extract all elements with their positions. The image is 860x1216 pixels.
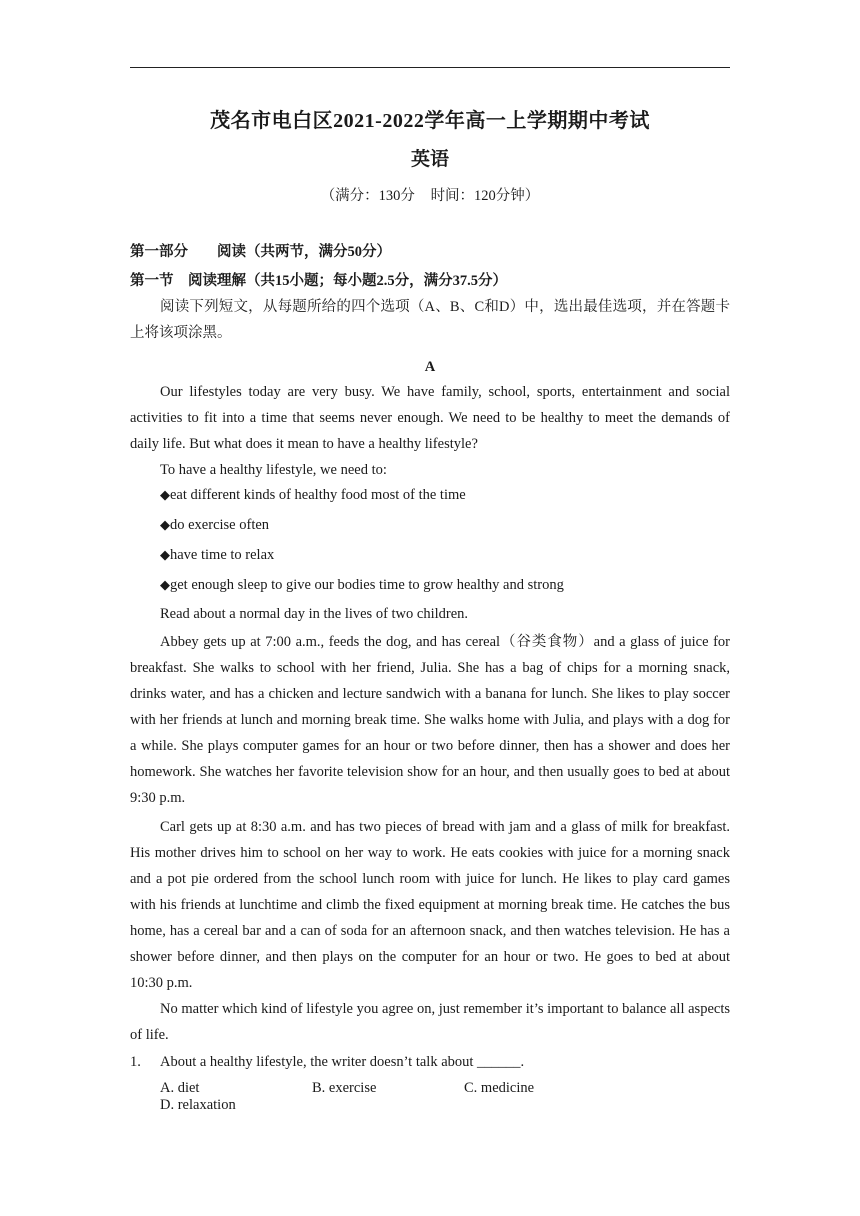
bullet-item: ◆do exercise often bbox=[160, 517, 270, 533]
part1-heading: 第一部分 阅读（共两节，满分50分） bbox=[130, 244, 391, 260]
option-a: A. diet bbox=[160, 1080, 200, 1096]
diamond-bullet-icon: ◆ bbox=[160, 487, 170, 502]
option-c: C. medicine bbox=[464, 1080, 535, 1096]
option-b: B. exercise bbox=[312, 1080, 377, 1096]
diamond-bullet-icon: ◆ bbox=[160, 547, 170, 562]
time-limit: 时间：120分钟） bbox=[430, 188, 540, 204]
section1-heading: 第一节 阅读理解（共15小题；每小题2.5分，满分37.5分） bbox=[130, 273, 507, 289]
question-stem: About a healthy lifestyle, the writer doesn’t talk about ______. bbox=[160, 1054, 525, 1070]
exam-subject: 英语 bbox=[410, 149, 449, 170]
question-1-options bbox=[160, 1080, 730, 1114]
exam-meta bbox=[130, 184, 730, 205]
diamond-bullet-icon: ◆ bbox=[160, 577, 170, 592]
paragraph-1: Our lifestyles today are very busy. We have family, school, sports, entertainment and social activities to fit into a time that seems never enough. We need to be healthy to meet the demands of daily life. But what does it mean to have a healthy lifestyle? bbox=[130, 384, 730, 452]
bullet-item: ◆have time to relax bbox=[160, 547, 275, 563]
paragraph-2: To have a healthy lifestyle, we need to: bbox=[160, 462, 387, 478]
full-score: （满分：130分 bbox=[320, 188, 415, 204]
passage-label: A bbox=[424, 359, 436, 375]
paragraph-5: Carl gets up at 8:30 a.m. and has two pieces of bread with jam and a glass of milk for breakfast. His mother drives him to school on her way to work. He eats cookies with juice for a morning snack and a pot pie ordered from the school lunch room with juice for lunch. He likes to play card games with his friends at lunchtime and climb the fixed equipment at morning break time. He catches the bus home, has a cereal bar and a can of soda for an afternoon snack, and then watches television. He has a shower before dinner, and then plays on the computer for an hour or two. He goes to bed at about 10:30 p.m. bbox=[130, 819, 730, 991]
header-rule bbox=[130, 67, 730, 68]
bullet-item: ◆eat different kinds of healthy food most of the time bbox=[160, 487, 466, 503]
option-d: D. relaxation bbox=[160, 1097, 236, 1113]
paragraph-3: Read about a normal day in the lives of two children. bbox=[160, 606, 469, 622]
instruction: 阅读下列短文，从每题所给的四个选项（A、B、C和D）中，选出最佳选项，并在答题卡上将该项涂黑。 bbox=[130, 299, 730, 341]
bullet-item: ◆get enough sleep to give our bodies time to grow healthy and strong bbox=[160, 577, 564, 593]
question-1 bbox=[130, 1054, 524, 1071]
diamond-bullet-icon: ◆ bbox=[160, 517, 170, 532]
question-number: 1. bbox=[130, 1054, 141, 1070]
paragraph-4: Abbey gets up at 7:00 a.m., feeds the dog, and has cereal（谷类食物）and a glass of juice for breakfast. She walks to school with her friend, Julia. She has a bag of chips for a morning snack, drinks water, and has a chicken and lecture sandwich with a banana for lunch. She likes to play soccer with her friends at lunch and morning break time. She walks home with Julia, and plays with a dog for a while. She plays computer games for an hour or two before dinner, then has a shower and does her homework. She watches her favorite television show for an hour, and then usually goes to bed at about 9:30 p.m. bbox=[130, 634, 730, 806]
paragraph-6: No matter which kind of lifestyle you agree on, just remember it’s important to balance all aspects of life. bbox=[130, 1001, 730, 1043]
exam-title: 茂名市电白区2021-2022学年高一上学期期中考试 bbox=[210, 110, 650, 132]
